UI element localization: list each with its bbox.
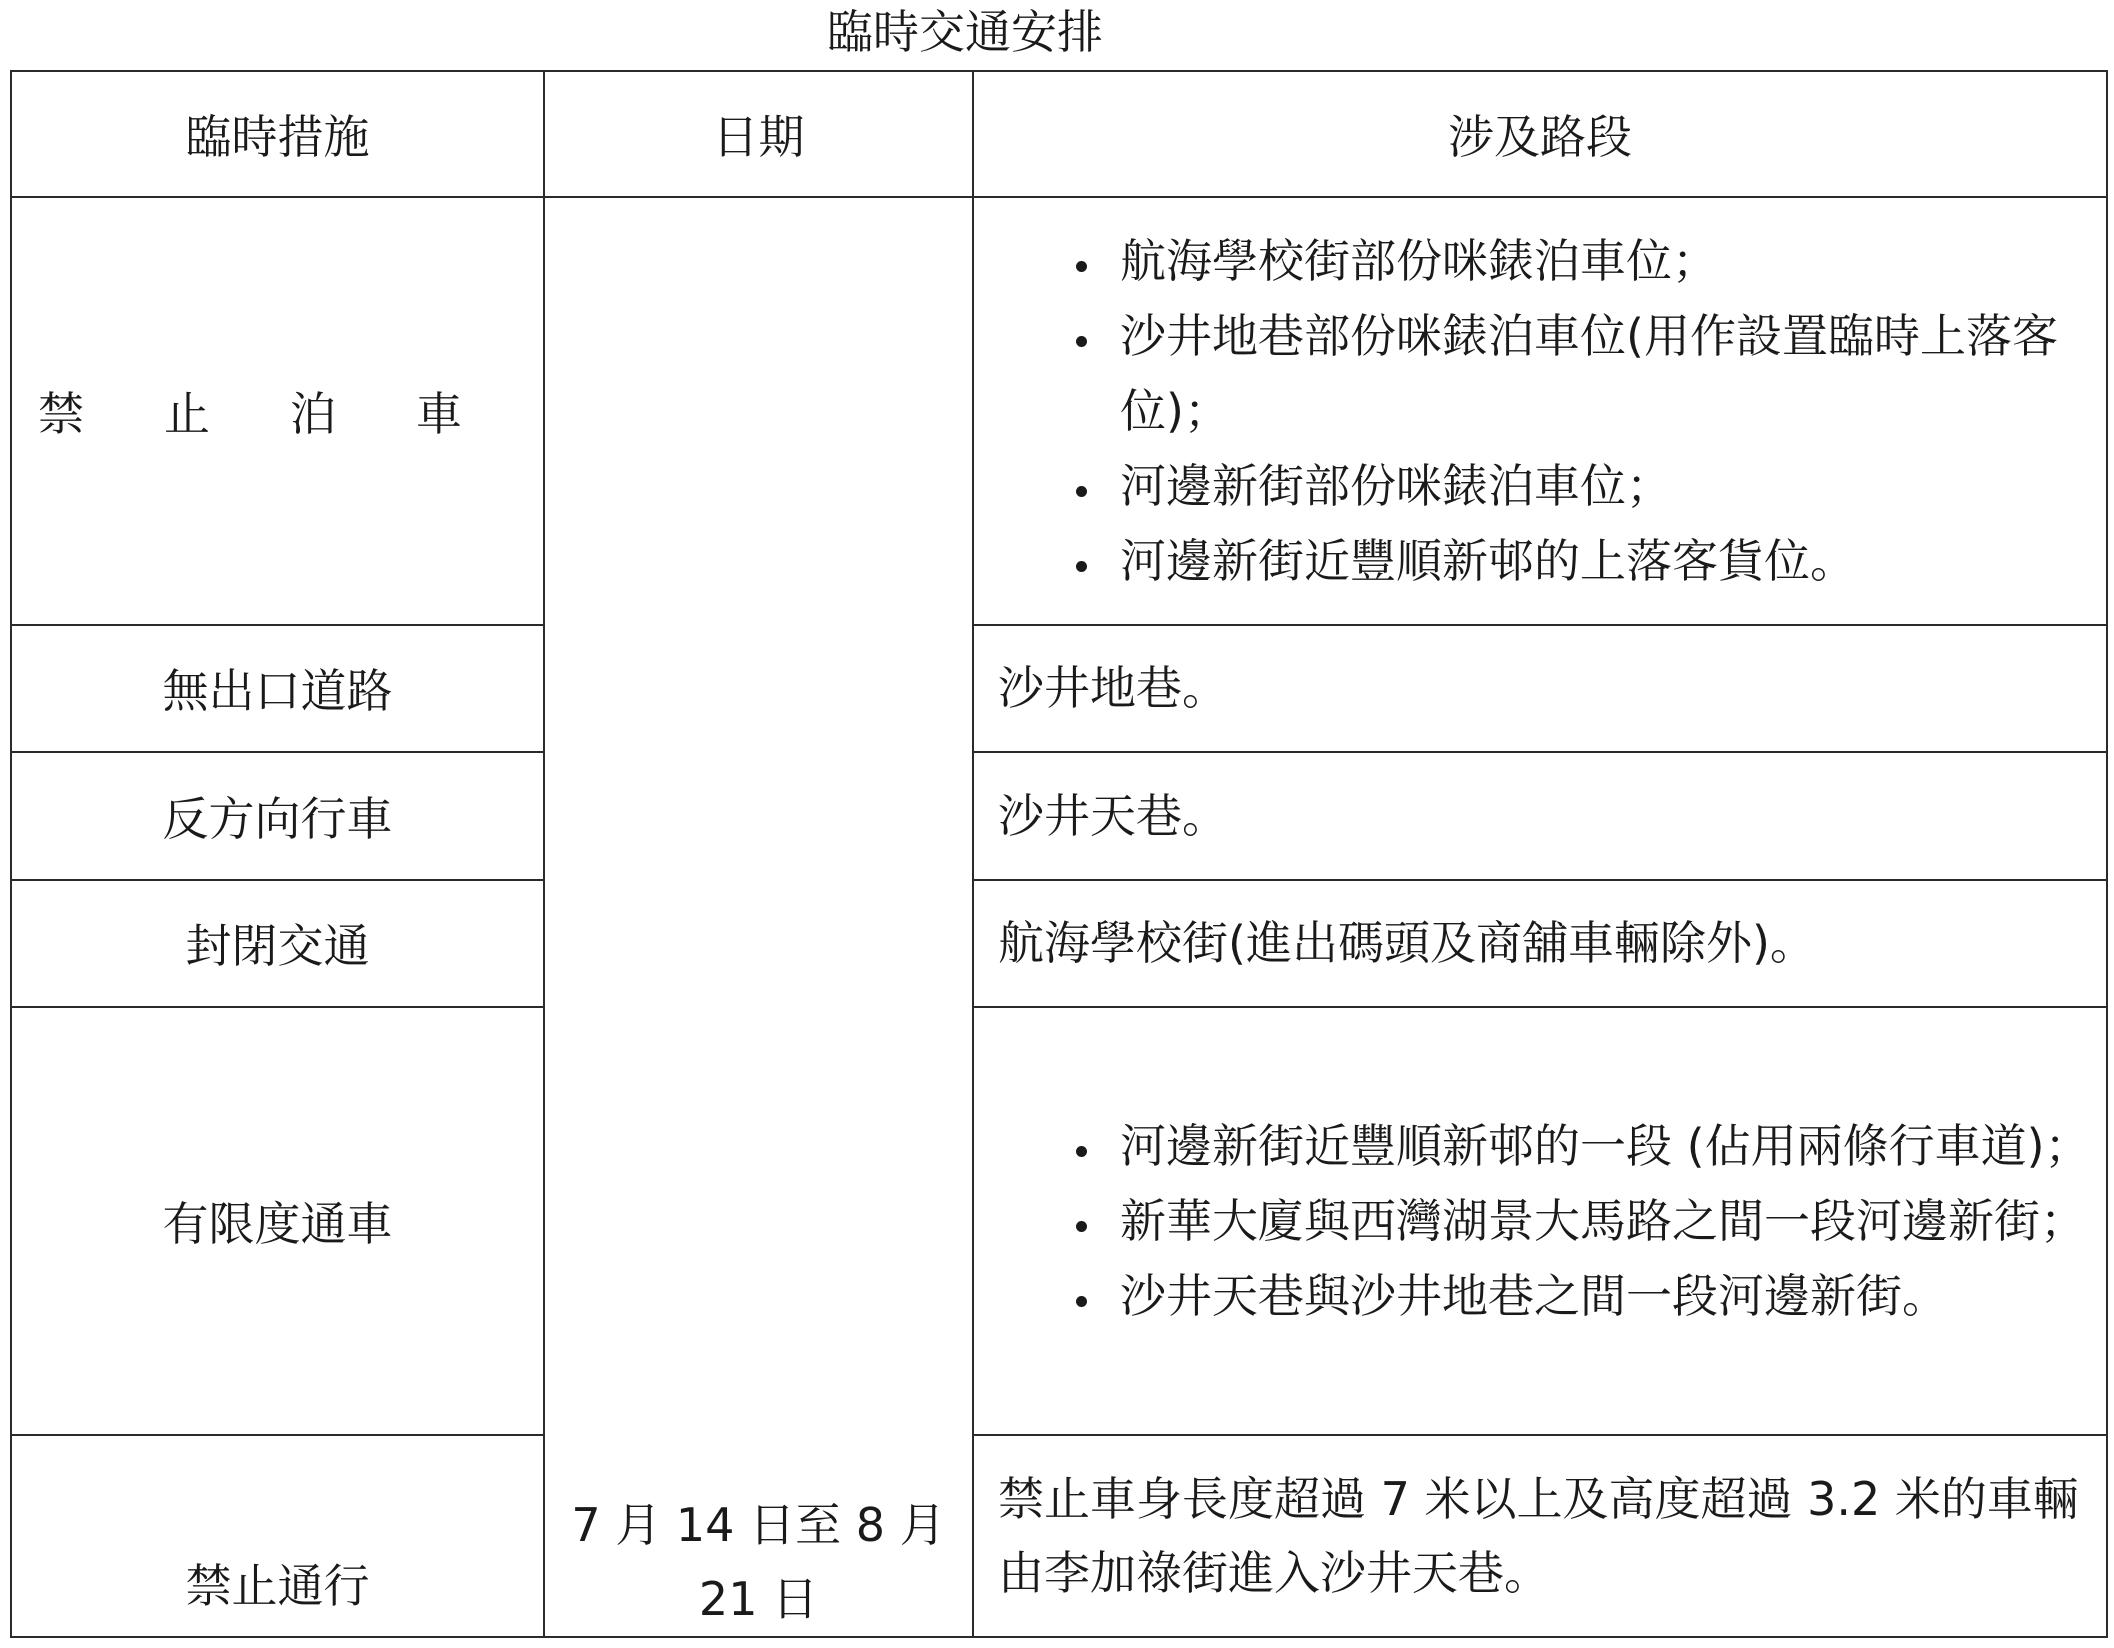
measure-cell: 禁止泊車 [11, 197, 544, 624]
measure-cell: 有限度通車 [11, 1007, 544, 1435]
list-item: • 沙井天巷與沙井地巷之間一段河邊新街。 [1104, 1259, 2106, 1334]
roads-cell: 禁止車身長度超過 7 米以上及高度超過 3.2 米的車輛由李加祿街進入沙井天巷。 [973, 1435, 2107, 1637]
table-row [11, 1435, 2107, 1637]
list-item: • 河邊新街近豐順新邨的上落客貨位。 [1104, 524, 2106, 599]
header-roads: 涉及路段 [973, 71, 2107, 197]
list-item: • 航海學校街部份咪錶泊車位； [1104, 224, 2106, 299]
roads-cell: 沙井地巷。 [973, 625, 2107, 752]
roads-cell [973, 1007, 2107, 1435]
list-item: • 河邊新街部份咪錶泊車位； [1104, 449, 2106, 524]
table-row [11, 752, 2107, 879]
measure-cell: 無出口道路 [11, 625, 544, 752]
roads-cell: 航海學校街(進出碼頭及商舖車輛除外)。 [973, 880, 2107, 1007]
traffic-arrangement-table [10, 70, 2108, 1638]
measure-cell: 禁止通行 [11, 1435, 544, 1637]
list-item: • 新華大廈與西灣湖景大馬路之間一段河邊新街； [1104, 1184, 2106, 1259]
list-item: • 河邊新街近豐順新邨的一段 (佔用兩條行車道)； [1104, 1109, 2106, 1184]
date-cell: 7 月 14 日至 8 月 21 日 [544, 197, 973, 1637]
list-item: • 沙井地巷部份咪錶泊車位(用作設置臨時上落客位)； [1104, 299, 2106, 449]
table-header-row [11, 71, 2107, 197]
roads-list [974, 1109, 2106, 1334]
table-row [11, 880, 2107, 1007]
roads-list [974, 224, 2106, 599]
header-date: 日期 [544, 71, 973, 197]
table-row [11, 625, 2107, 752]
roads-cell: 沙井天巷。 [973, 752, 2107, 879]
table-row [11, 197, 2107, 624]
roads-cell [973, 197, 2107, 624]
page-title: 臨時交通安排 [827, 5, 1103, 59]
measure-cell: 封閉交通 [11, 880, 544, 1007]
header-measure: 臨時措施 [11, 71, 544, 197]
measure-cell: 反方向行車 [11, 752, 544, 879]
table-row [11, 1007, 2107, 1435]
